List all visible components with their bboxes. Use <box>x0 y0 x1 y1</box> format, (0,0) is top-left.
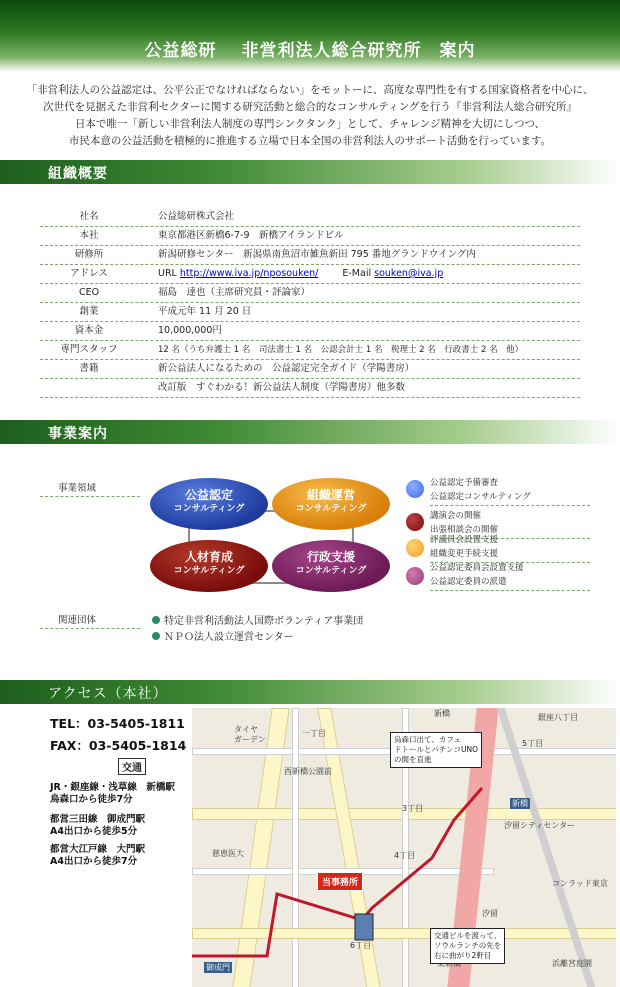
legend-dot <box>406 513 424 531</box>
section-title-business: 事業案内 <box>48 426 108 442</box>
map-callout-2 <box>430 928 505 964</box>
route-line: JR・銀座線・浅草線 新橋駅 <box>50 782 175 793</box>
bullet-icon <box>152 632 160 640</box>
building-icon <box>355 914 373 940</box>
ellipse-koueki <box>150 478 268 530</box>
org-val: 12 名（うち弁護士 1 名 司法書士 1 名 公認会計士 1 名 税理士 2 名 行政書士 2 名 他） <box>158 345 524 355</box>
ellipse-title: 組織運営 <box>306 488 355 502</box>
ellipse-title: 人材育成 <box>184 550 233 564</box>
org-row <box>40 360 580 379</box>
org-key: 創業 <box>79 306 99 317</box>
org-table <box>40 208 580 398</box>
divider <box>40 496 140 497</box>
office-marker: 当事務所 <box>317 872 363 891</box>
callout-line: の間を直進 <box>394 755 432 764</box>
org-row <box>40 246 580 265</box>
legend-line: 公益認定委員会設置支援 <box>430 563 524 573</box>
map-label: 新橋 <box>434 709 450 718</box>
callout-line: 交通ビルを渡って、 <box>434 931 502 940</box>
legend-line: 組織変更手続支援 <box>430 549 499 559</box>
url-link[interactable]: http://www.iva.jp/nposouken/ <box>179 268 319 279</box>
section-band-access <box>0 680 620 704</box>
legend-line: 評議員会設置支援 <box>430 535 499 545</box>
org-key: 書籍 <box>79 363 99 374</box>
map-label: 6丁目 <box>350 941 372 950</box>
divider <box>430 590 590 591</box>
traffic-label: 交通 <box>118 758 146 775</box>
org-row <box>40 341 580 360</box>
related-item <box>152 628 294 643</box>
legend-texts <box>430 476 531 504</box>
divider <box>430 505 590 506</box>
legend-dot <box>406 480 424 498</box>
bullet-icon <box>152 616 160 624</box>
map-label: 銀座八丁目 <box>538 713 578 722</box>
mail-label: E-Mail <box>342 268 372 279</box>
org-val: 福島 達也（主席研究員・評論家） <box>158 287 311 298</box>
map-label: 3丁目 <box>402 804 424 813</box>
ellipse-subtitle: コンサルティング <box>173 504 245 514</box>
route-line: 烏森口から徒歩7分 <box>50 794 133 805</box>
callout-line: ソウルランチの先を <box>434 941 502 950</box>
tel: TEL：03-5405-1811 <box>50 716 185 731</box>
org-row <box>40 303 580 322</box>
page-header <box>0 0 620 72</box>
section-title-org: 組織概要 <box>48 166 108 182</box>
intro-line: 「非営利法人の公益認定は、公平公正でなければならない」をモットーに、高度な専門性を有する国家資格者を中心に、 <box>26 84 594 96</box>
related-text: ＮＰＯ法人設立運営センター <box>164 632 294 643</box>
org-key: アドレス <box>70 268 108 279</box>
map-callout-1 <box>390 732 482 768</box>
org-row <box>40 379 580 398</box>
map-label: タイヤ <box>234 725 258 734</box>
map-label: 4丁目 <box>394 851 416 860</box>
legend-texts <box>430 533 498 561</box>
org-val: 公益総研株式会社 <box>158 211 235 222</box>
fax: FAX：03-5405-1814 <box>50 738 187 753</box>
org-row <box>40 265 580 284</box>
callout-line: 烏森口出て、カフェ <box>394 735 461 744</box>
org-row <box>40 284 580 303</box>
related-item <box>152 612 363 627</box>
map-label: 浜離宮庭園 <box>552 959 592 968</box>
org-key: 研修所 <box>74 249 104 260</box>
map-label: ガーデン <box>234 735 266 744</box>
org-val: 改訂版 すぐわかる！新公益法人制度（学陽書房）他多数 <box>158 382 406 393</box>
map-label: 慈恵医大 <box>212 849 244 858</box>
mail-link[interactable]: souken@iva.jp <box>374 268 444 279</box>
legend-line: 公益認定予備審査 <box>430 478 499 488</box>
callout-line: ドトールとパチンコUNO <box>394 745 478 754</box>
org-val: 東京都港区新橋6-7-9 新橋アイランドビル <box>158 230 344 241</box>
station-label: 新橋 <box>512 799 528 808</box>
org-key: 本社 <box>79 230 99 241</box>
org-val: 新潟研修センター 新潟県南魚沼市雑魚新田 795 番地グランドウイング内 <box>158 249 476 260</box>
legend-line: 公益認定委員の派遣 <box>430 577 507 587</box>
map-label: 5丁目 <box>522 739 544 748</box>
org-val-address <box>138 265 580 283</box>
url-label: URL <box>158 268 177 279</box>
domain-label: 事業領域 <box>58 483 97 494</box>
route-item <box>50 814 145 838</box>
route-line: A4出口から徒歩7分 <box>50 856 138 867</box>
section-band-org <box>0 160 620 184</box>
ellipse-subtitle: コンサルティング <box>173 566 245 576</box>
section-band-business <box>0 420 620 444</box>
legend-dot <box>406 539 424 557</box>
org-val: 平成元年 11 月 20 日 <box>158 306 252 317</box>
map-label: 汐留 <box>482 909 498 918</box>
legend-texts <box>430 561 524 589</box>
legend-line: 公益認定コンサルティング <box>430 492 531 502</box>
ellipse-title: 公益認定 <box>184 488 233 502</box>
page-title: 公益総研 非営利法人総合研究所 案内 <box>144 41 476 61</box>
org-row <box>40 227 580 246</box>
route-item <box>50 782 175 806</box>
intro-line: 市民本意の公益活動を積極的に推進する立場で日本全国の非営利法人のサポート活動を行っています。 <box>68 135 552 147</box>
ellipse-title: 行政支援 <box>306 550 355 564</box>
org-key: 社名 <box>79 211 99 222</box>
ellipse-subtitle: コンサルティング <box>295 504 367 514</box>
ellipse-jinzai <box>150 540 268 592</box>
legend-line: 講演会の開催 <box>430 511 482 521</box>
section-title-access: アクセス（本社） <box>48 686 168 702</box>
intro-line: 次世代を見据えた非営利セクターに関する研究活動と総合的なコンサルティングを行う『非営利法人総合研究所』 <box>43 101 577 113</box>
org-key: 専門スタッフ <box>60 344 118 355</box>
ellipse-subtitle: コンサルティング <box>295 566 367 576</box>
org-row <box>40 208 580 227</box>
callout-line: 右に曲がり2軒目 <box>434 951 492 960</box>
route-item <box>50 844 145 868</box>
org-row <box>40 322 580 341</box>
org-val: 新公益法人になるための 公益認定完全ガイド（学陽書房） <box>158 363 415 374</box>
route-line: 都営三田線 御成門駅 <box>50 814 146 825</box>
intro-text <box>8 82 612 150</box>
org-val: 10,000,000円 <box>158 325 222 336</box>
map-label: 汐留シティセンター <box>504 821 576 830</box>
org-key <box>40 379 138 397</box>
map-label: 西新橋公園前 <box>284 767 332 776</box>
route-line: A4出口から徒歩5分 <box>50 826 138 837</box>
ellipse-gyosei <box>272 540 390 592</box>
station-label: 御成門 <box>206 963 230 972</box>
org-key: 資本金 <box>74 325 104 336</box>
related-label: 関連団体 <box>58 615 97 626</box>
related-text: 特定非営利活動法人国際ボランティア事業団 <box>164 616 364 627</box>
route-line: 都営大江戸線 大門駅 <box>50 844 146 855</box>
org-key: CEO <box>78 287 100 298</box>
legend-line: 出張相談会の開催 <box>430 525 499 535</box>
legend-dot <box>406 567 424 585</box>
ellipse-soshiki <box>272 478 390 530</box>
divider <box>40 628 140 629</box>
map-label: 一丁目 <box>302 729 326 738</box>
intro-line: 日本で唯一「新しい非営利法人制度の専門シンクタンク」として、チャレンジ精神を大切にしつつ、 <box>74 118 546 130</box>
map-label: コンラッド東京 <box>552 879 608 888</box>
